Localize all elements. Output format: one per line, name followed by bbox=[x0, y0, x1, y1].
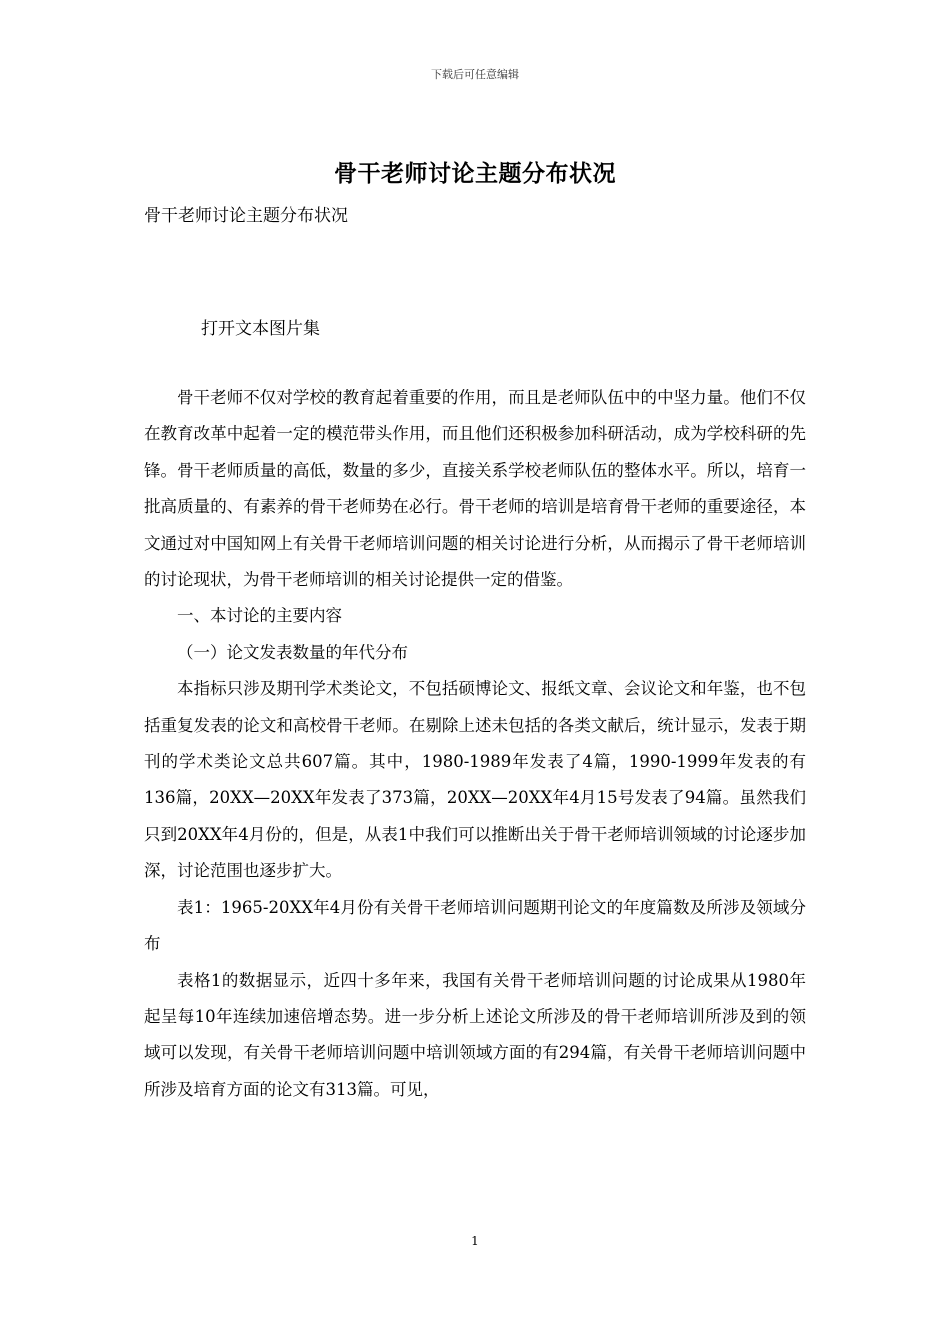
document-subtitle: 骨干老师讨论主题分布状况 bbox=[144, 206, 348, 226]
table-caption: 表1：1965-20XX年4月份有关骨干老师培训问题期刊论文的年度篇数及所涉及领域分布 bbox=[144, 897, 806, 954]
document-body bbox=[144, 380, 806, 1108]
page-number: 1 bbox=[471, 1234, 479, 1248]
body-paragraph: 本指标只涉及期刊学术类论文，不包括硕博论文、报纸文章、会议论文和年鉴，也不包括重复发表的论文和高校骨干老师。在剔除上述未包括的各类文献后，统计显示，发表于期刊的学术类论文总共607篇。其中，1980-1989年发表了4篇，1990-1999年发表的有136篇，20XX—20XX年发表了373篇，20XX—20XX年4月15号发表了94篇。虽然我们只到20XX年4月份的，但是，从表1中我们可以推断出关于骨干老师培训领域的讨论逐步加深，讨论范围也逐步扩大。 bbox=[144, 679, 806, 881]
document-title: 骨干老师讨论主题分布状况 bbox=[334, 160, 616, 187]
page-header-note: 下载后可任意编辑 bbox=[431, 68, 519, 81]
body-paragraph: 骨干老师不仅对学校的教育起着重要的作用，而且是老师队伍中的中坚力量。他们不仅在教育改革中起着一定的模范带头作用，而且他们还积极参加科研活动，成为学校科研的先锋。骨干老师质量的高低，数量的多少，直接关系学校老师队伍的整体水平。所以，培育一批高质量的、有素养的骨干老师势在必行。骨干老师的培训是培育骨干老师的重要途径，本文通过对中国知网上有关骨干老师培训问题的相关讨论进行分析，从而揭示了骨干老师培训的讨论现状，为骨干老师培训的相关讨论提供一定的借鉴。 bbox=[144, 388, 806, 590]
section-heading: 一、本讨论的主要内容 bbox=[177, 606, 342, 626]
open-image-gallery-link[interactable]: 打开文本图片集 bbox=[201, 319, 320, 339]
body-paragraph: 表格1的数据显示，近四十多年来，我国有关骨干老师培训问题的讨论成果从1980年起呈每10年连续加速倍增态势。进一步分析上述论文所涉及的骨干老师培训所涉及到的领域可以发现，有关骨干老师培训问题中培训领域方面的有294篇，有关骨干老师培训问题中所涉及培育方面的论文有313篇。可见， bbox=[144, 970, 806, 1099]
subsection-heading: （一）论文发表数量的年代分布 bbox=[177, 642, 408, 662]
